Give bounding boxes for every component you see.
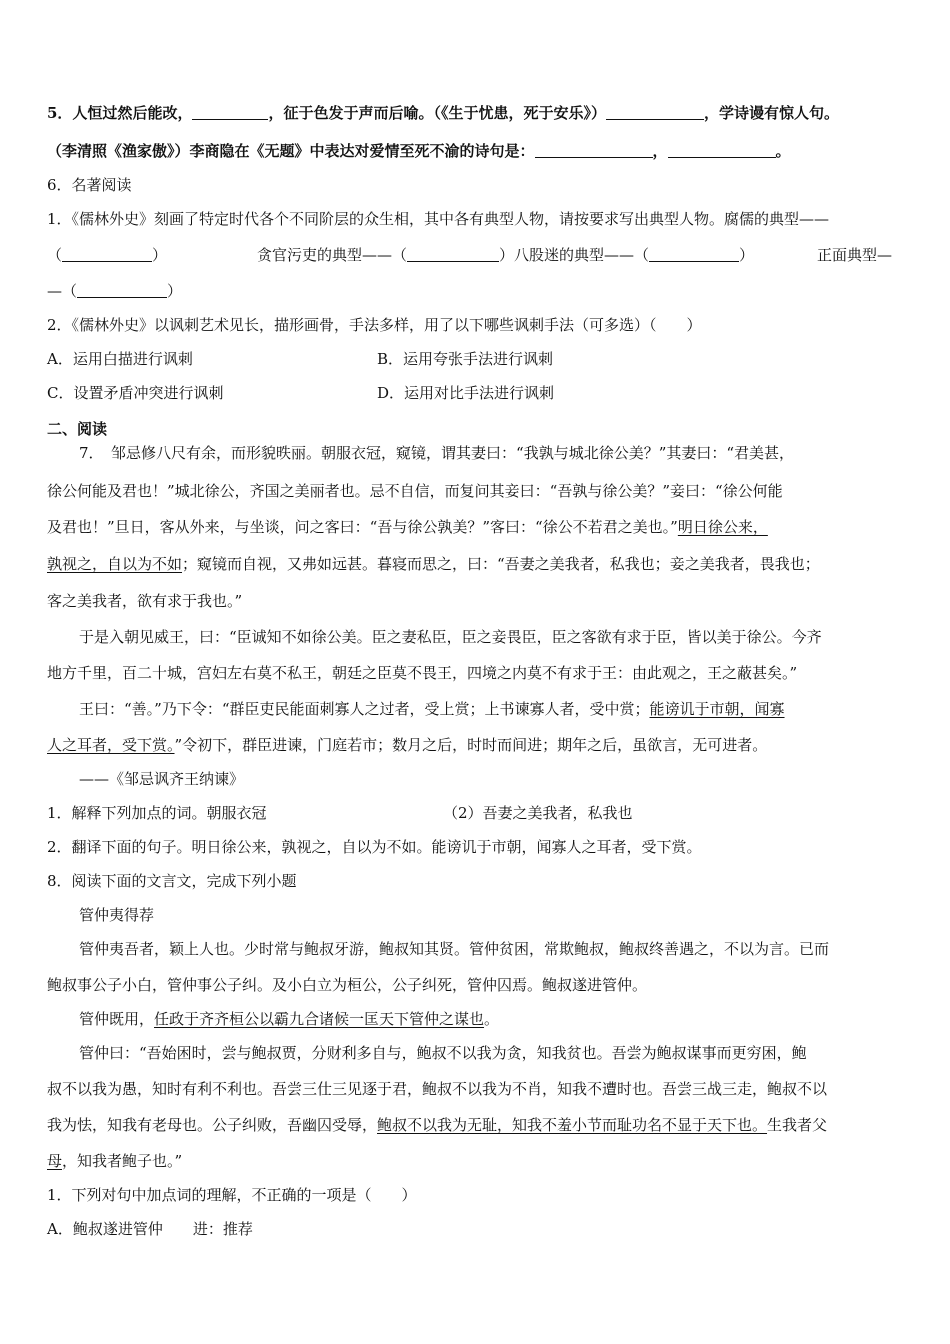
paren: —（ <box>47 282 78 300</box>
option-a[interactable]: A．运用白描进行讽刺 <box>47 350 193 368</box>
question-6-1-line-2 <box>47 244 907 265</box>
text: 管仲既用， <box>79 1010 155 1028</box>
q7-question-2: 2．翻译下面的句子。明日徐公来，孰视之，自以为不如。能谤讥于市朝，闻寡人之耳者，受下赏。 <box>47 838 702 856</box>
question-6-1-line-3 <box>47 280 182 301</box>
q7-passage-line <box>47 734 767 755</box>
paren: ） <box>167 282 183 300</box>
answer-blank[interactable] <box>407 247 499 262</box>
option-d[interactable]: D．运用对比手法进行讽刺 <box>377 384 555 402</box>
answer-blank[interactable] <box>62 247 152 262</box>
answer-blank[interactable] <box>77 283 167 298</box>
q5-text: ，学诗谩有惊人句。 <box>703 104 839 122</box>
text: ”令初下，群臣进谏，门庭若市；数月之后，时时而间进；期年之后，虽欲言，无可进者。 <box>174 736 768 754</box>
q5-text: （李清照《渔家傲》）李商隐在《无题》中表达对爱情至死不渝的诗句是： <box>47 142 535 160</box>
text: 及君也！”旦日，客从外来，与坐谈，问之客曰：“吾与徐公孰美？”客曰：“徐公不若君之美也。” <box>47 518 678 536</box>
question-5-line-1 <box>47 102 839 123</box>
option-a[interactable]: A．鲍叔遂进管仲 进：推荐 <box>47 1220 253 1238</box>
q7-passage-line <box>47 516 768 537</box>
q7-passage-line: 7． 邹忌修八尺有余，而形貌昳丽。朝服衣冠，窥镜，谓其妻曰：“我孰与城北徐公美？”其妻曰：“君美甚， <box>79 444 795 462</box>
text: ，知我者鲍子也。” <box>62 1152 183 1170</box>
q7-source: ——《邹忌讽齐王纳谏》 <box>79 770 245 788</box>
answer-blank[interactable] <box>606 105 704 120</box>
option-b[interactable]: B．运用夸张手法进行讽刺 <box>377 350 554 368</box>
text: 王曰：“善。”乃下令：“群臣吏民能面刺寡人之过者，受上赏；上书谏寡人者，受中赏； <box>79 700 650 718</box>
answer-blank[interactable] <box>192 105 268 120</box>
q8-passage-line <box>47 1114 827 1135</box>
q7-passage-line: 徐公何能及君也！”城北徐公，齐国之美丽者也。忌不自信，而复问其妾曰：“吾孰与徐公美？”妾曰：“徐公何能 <box>47 482 783 500</box>
q7-passage-line <box>79 698 785 719</box>
q7-passage-line <box>47 553 820 574</box>
text: 。 <box>484 1010 500 1028</box>
question-6-title: 6．名著阅读 <box>47 176 132 194</box>
q6-line-segment <box>257 244 754 265</box>
underlined-sentence: 孰视之，自以为不如 <box>47 555 183 573</box>
q8-passage-line: 管仲夷吾者，颖上人也。少时常与鲍叔牙游，鲍叔知其贤。管仲贫困，常欺鲍叔，鲍叔终善遇之，不以为言。已而 <box>79 940 830 958</box>
underlined-sentence: 母 <box>47 1152 63 1170</box>
q8-question-1: 1．下列对句中加点词的理解，不正确的一项是（ ） <box>47 1186 417 1204</box>
q8-heading: 管仲夷得荐 <box>79 906 155 924</box>
q7-passage-line: 客之美我者，欲有求于我也。” <box>47 592 243 610</box>
underlined-sentence: 鲍叔不以我为无耻，知我不羞小节而耻功名不显于天下也。 <box>377 1116 768 1134</box>
answer-blank[interactable] <box>535 143 653 158</box>
paren: （ <box>47 246 63 264</box>
q5-text: 。 <box>775 142 791 160</box>
underlined-sentence: 能谤讥于市朝，闻寡 <box>649 700 785 718</box>
q7-question-1: 1．解释下列加点的词。朝服衣冠 <box>47 804 267 822</box>
q7-passage-line: 于是入朝见威王，曰：“臣诚知不如徐公美。臣之妻私臣，臣之妾畏臣，臣之客欲有求于臣，皆以美于徐公。今齐 <box>79 628 822 646</box>
q8-passage-line: 叔不以我为愚，知时有利不利也。吾尝三仕三见逐于君，鲍叔不以我为不肖，知我不遭时也。吾尝三战三走，鲍叔不以 <box>47 1080 828 1098</box>
section-title: 二、阅读 <box>47 420 108 438</box>
option-c[interactable]: C．设置矛盾冲突进行讽刺 <box>47 384 224 402</box>
q5-text: ， <box>652 142 668 160</box>
text: ；窥镜而自视，又弗如远甚。暮寝而思之，曰：“吾妻之美我者，私我也；妾之美我者，畏我也； <box>182 555 820 573</box>
answer-blank[interactable] <box>649 247 739 262</box>
q8-passage-line: 鲍叔事公子小白，管仲事公子纠。及小白立为桓公，公子纠死，管仲囚焉。鲍叔遂进管仲。 <box>47 976 648 994</box>
answer-blank[interactable] <box>668 143 776 158</box>
underlined-sentence: 明日徐公来， <box>677 518 768 536</box>
q5-text: ，征于色发于声而后喻。（《生于忧患，死于安乐》） <box>268 104 606 122</box>
label: ）八股迷的典型——（ <box>499 246 650 264</box>
underlined-sentence: 人之耳者，受下赏。 <box>47 736 175 754</box>
text: 生我者父 <box>767 1116 828 1134</box>
label: 正面典型— <box>817 246 893 264</box>
paren: ） <box>152 246 168 264</box>
q8-passage-line <box>79 1008 499 1029</box>
q8-passage-line: 管仲曰：“吾始困时，尝与鲍叔贾，分财利多自与，鲍叔不以我为贪，知我贫也。吾尝为鲍叔谋事而更穷困，鲍 <box>79 1044 807 1062</box>
label: 贪官污吏的典型——（ <box>257 246 408 264</box>
q8-passage-line <box>47 1150 182 1171</box>
q5-text: 5．人恒过然后能改， <box>47 104 193 122</box>
question-6-1-line-1: 1．《儒林外史》刻画了特定时代各个不同阶层的众生相，其中各有典型人物，请按要求写出典型人物。腐儒的典型—— <box>47 210 830 228</box>
question-6-2: 2．《儒林外史》以讽刺艺术见长，描形画骨，手法多样，用了以下哪些讽刺手法（可多选）（ ） <box>47 316 702 334</box>
q8-title: 8．阅读下面的文言文，完成下列小题 <box>47 872 297 890</box>
text: 我为怯，知我有老母也。公子纠败，吾幽囚受辱， <box>47 1116 378 1134</box>
q7-question-1-2: （2）吾妻之美我者，私我也 <box>443 804 633 822</box>
paren: ） <box>739 246 755 264</box>
q7-passage-line: 地方千里，百二十城，宫妇左右莫不私王，朝廷之臣莫不畏王，四境之内莫不有求于王：由此观之，王之蔽甚矣。” <box>47 664 798 682</box>
underlined-sentence: 任政于齐齐桓公以霸九合诸候一匡天下管仲之谋也 <box>154 1010 485 1028</box>
question-5-line-2 <box>47 140 791 161</box>
